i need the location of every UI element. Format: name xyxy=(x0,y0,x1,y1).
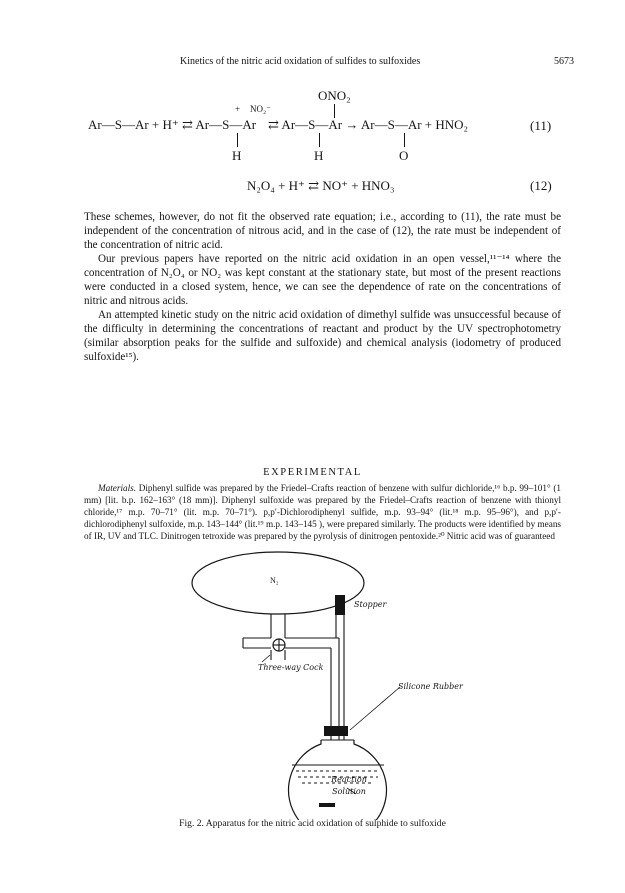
eq11-top-group: ONO₂ xyxy=(318,88,351,103)
paragraph-2: Our previous papers have reported on the nitric acid oxidation in an open vessel,¹¹⁻¹⁴ where the concentration of N₂O₄ or NO₂ was kept constant at the stationary state, but most of the present reactions were conducted in a closed system, hence, we can see the dependence of rate on the concentrations of nitric and nitrous acids. xyxy=(84,253,561,307)
eq11-sub-o: O xyxy=(399,148,409,163)
running-head xyxy=(0,56,625,70)
eq11-number: (11) xyxy=(530,118,552,133)
label-three-way-cock: Three-way Cock xyxy=(258,663,324,672)
section-heading-experimental: EXPERIMENTAL xyxy=(263,467,362,478)
eq11-sub-h2: H xyxy=(314,148,324,163)
eq12-text: N₂O₄ + H⁺ ⇄ NO⁺ + HNO₃ xyxy=(247,178,395,193)
eq11-nitrite-label: NO₂⁻ xyxy=(250,104,271,114)
eq11-bond-o xyxy=(404,133,405,147)
eq11-right-terms: ⇄ Ar—S—Ar → Ar—S—Ar + HNO₂ xyxy=(268,117,469,132)
stopper-plug xyxy=(335,595,345,615)
eq11-bond-h2 xyxy=(319,133,320,147)
label-balloon: N₂ xyxy=(270,576,279,585)
materials-label: Materials. xyxy=(98,483,137,493)
body-text xyxy=(84,210,561,364)
eq11-left-terms: Ar—S—Ar + H⁺ ⇄ Ar—S—Ar xyxy=(88,117,257,132)
paragraph-3: An attempted kinetic study on the nitric acid oxidation of dimethyl sulfide was unsuccessful because of the difficulty in determining the concentrations of reactant and product by the UV spectrophotometry (similar absorption peaks for the sulfide and sulfoxide) and chemical analysis (iodometry of produced sulfoxide¹⁵). xyxy=(84,309,561,363)
materials-text: Diphenyl sulfide was prepared by the Friedel–Crafts reaction of benzene with sulfur dichloride,¹⁶ b.p. 99–101° (1 mm) [lit. b.p. 162–163° (18 mm)]. Diphenyl sulfoxide was prepared by the Friedel–Crafts reaction of benzene with thionyl chloride,¹⁷ m.p. 70–71° (lit. m.p. 70–71°). p,p′-Dichlorodiphenyl sulfide, m.p. 93–94° (lit.¹⁸ m.p. 95–96°), and p,p′-dichlorodiphenyl sulfoxide, m.p. 143–144° (lit.¹⁹ m.p. 143–145 ), were prepared similarly. The products were identified by means of IR, UV and TLC. Dinitrogen tetroxide was prepared by the pyrolysis of dinitrogen pentoxide.²⁰ Nitric acid was of guaranteed xyxy=(84,483,561,541)
label-silicone-rubber: Silicone Rubber xyxy=(398,682,463,691)
label-stopper: Stopper xyxy=(354,600,387,609)
eq11-bond-h1 xyxy=(237,133,238,147)
materials-paragraph xyxy=(84,482,561,542)
stir-bar xyxy=(319,803,335,807)
running-title: Kinetics of the nitric acid oxidation of sulfides to sulfoxides xyxy=(180,56,421,67)
label-reaction-solution: Reaction Solution xyxy=(331,775,367,796)
silicone-rubber xyxy=(324,726,348,736)
apparatus-figure xyxy=(0,550,625,820)
eq11-s-plus: + xyxy=(235,104,241,114)
eq12-number: (12) xyxy=(530,178,552,193)
figure-caption: Fig. 2. Apparatus for the nitric acid oxidation of sulphide to sulfoxide xyxy=(179,818,446,829)
paragraph-1: These schemes, however, do not fit the observed rate equation; i.e., according to (11), the rate must be independent of the concentration of nitrous acid, and in the case of (12), the rate must be independent of the concentration of nitric acid. xyxy=(84,211,561,251)
page-number: 5673 xyxy=(554,56,574,67)
eq11-top-bond xyxy=(334,104,335,118)
eq11-sub-h1: H xyxy=(232,148,242,163)
